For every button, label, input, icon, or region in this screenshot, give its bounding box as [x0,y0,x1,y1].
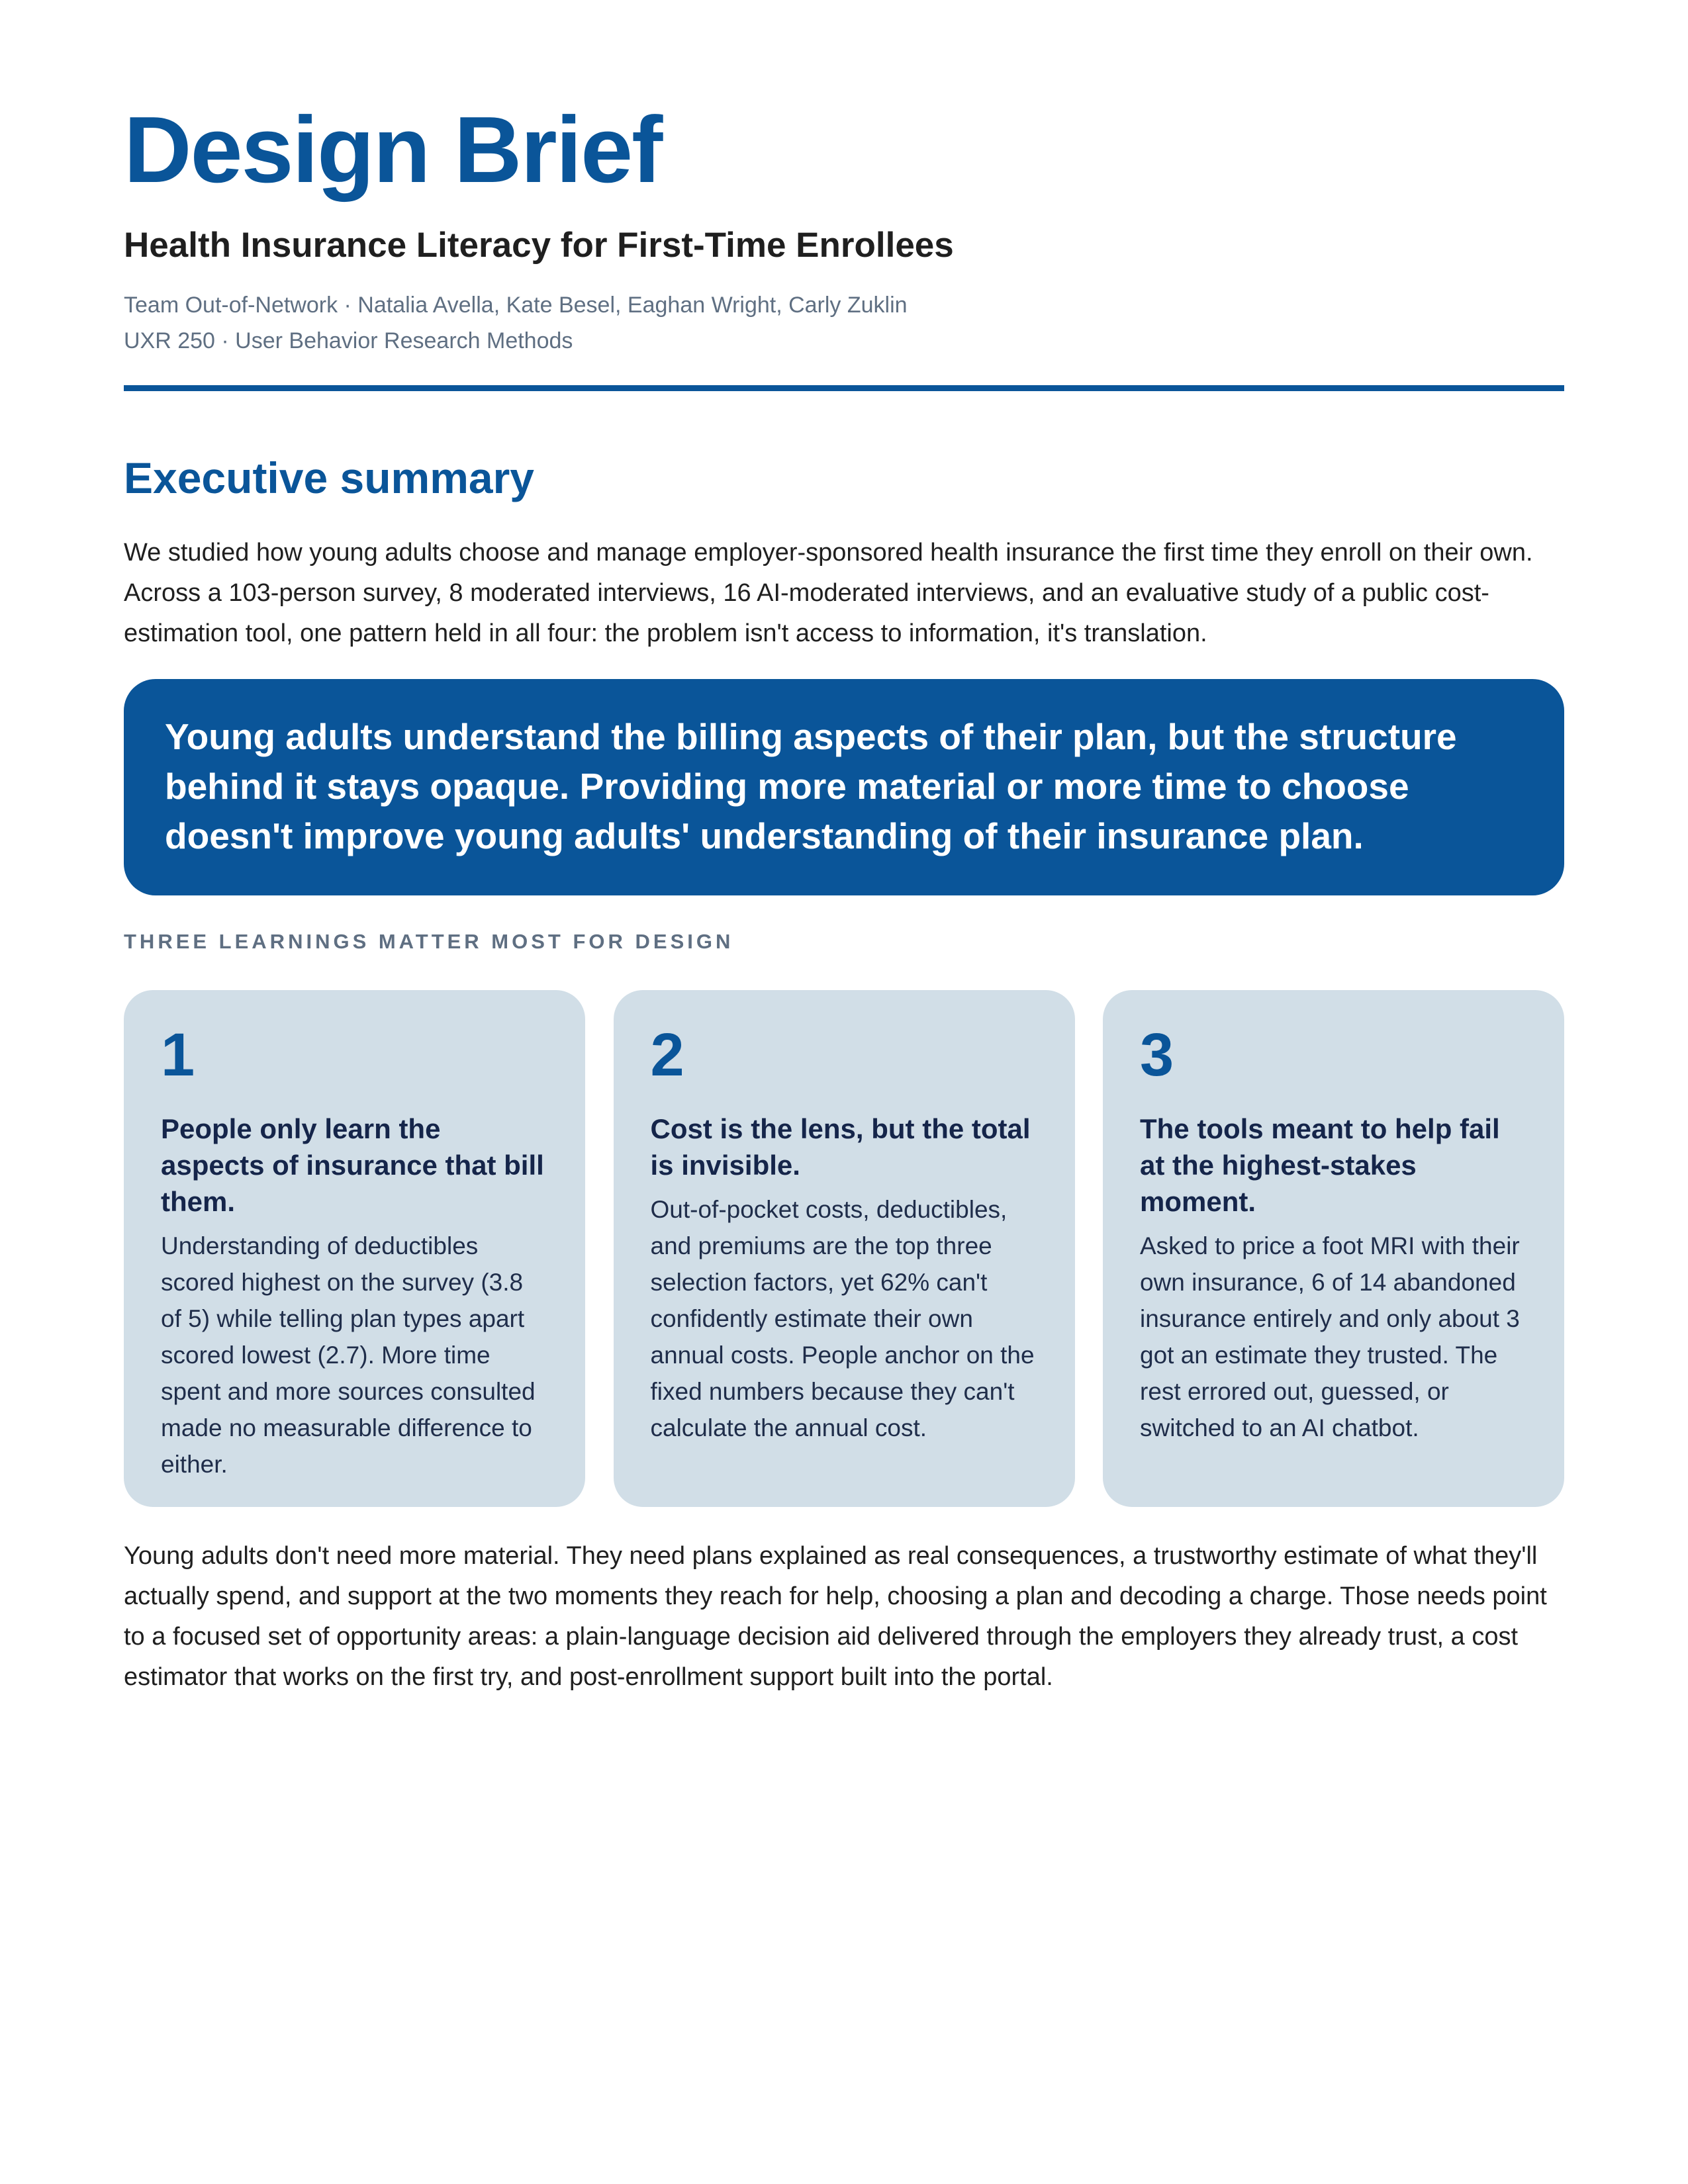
learning-card-number: 1 [161,1021,195,1089]
learning-card-heading: People only learn the aspects of insurance that bill them. [161,1113,544,1218]
learning-card-body: Asked to price a foot MRI with their own insurance, 6 of 14 abandoned insurance entirely and only about 3 got an estimate they trusted. The rest errored out, guessed, or switched to an AI chatbot. [1140,1232,1520,1442]
document-subtitle: Health Insurance Literacy for First-Time Enrollees [124,226,954,265]
learning-card-number: 3 [1140,1021,1174,1089]
document-title: Design Brief [124,97,662,203]
learning-card-heading: The tools meant to help fail at the highest-stakes moment. [1140,1113,1500,1218]
intro-paragraph: We studied how young adults choose and manage employer-sponsored health insurance the first time they enroll on their own. Across a 103-person survey, 8 moderated interviews, 16 AI-moderated interviews, and an evaluative study of a public cost-estimation tool, one pattern held in all four: the problem isn't access to information, it's translation. [124,539,1533,648]
section-heading-executive-summary: Executive summary [124,453,535,503]
document-page [124,99,1564,1698]
learning-card-2 [614,990,1075,1507]
learnings-eyebrow: THREE LEARNINGS MATTER MOST FOR DESIGN [124,930,734,954]
learning-card-1 [124,990,585,1507]
key-insight-callout: Young adults understand the billing aspects of their plan, but the structure behind it stays opaque. Providing more material or more time to choose doesn't improve young adults' understanding of their insurance plan. [124,679,1564,895]
document-meta [124,287,1564,359]
learning-card-number: 2 [650,1021,684,1089]
learning-card-body: Out-of-pocket costs, deductibles, and premiums are the top three selection factors, yet 62% can't confidently estimate their own annual costs. People anchor on the fixed numbers because they can't calculate the annual cost. [650,1196,1035,1442]
learning-cards [124,990,1564,1507]
learning-card-heading: Cost is the lens, but the total is invisible. [650,1113,1031,1181]
course-line: UXR 250 · User Behavior Research Methods [124,328,573,354]
learning-card-3 [1103,990,1564,1507]
closing-paragraph: Young adults don't need more material. They need plans explained as real consequences, a trustworthy estimate of what they'll actually spend, and support at the two moments they reach for help, choosing a plan and decoding a charge. Those needs point to a focused set of opportunity areas: a plain-language decision aid delivered through the employers they already trust, a cost estimator that works on the first try, and post-enrollment support built into the portal. [124,1542,1547,1692]
team-line: Team Out-of-Network · Natalia Avella, Kate Besel, Eaghan Wright, Carly Zuklin [124,293,908,318]
header-divider [124,385,1564,391]
learning-card-body: Understanding of deductibles scored highest on the survey (3.8 of 5) while telling plan types apart scored lowest (2.7). More time spent and more sources consulted made no measurable difference to either. [161,1232,536,1479]
